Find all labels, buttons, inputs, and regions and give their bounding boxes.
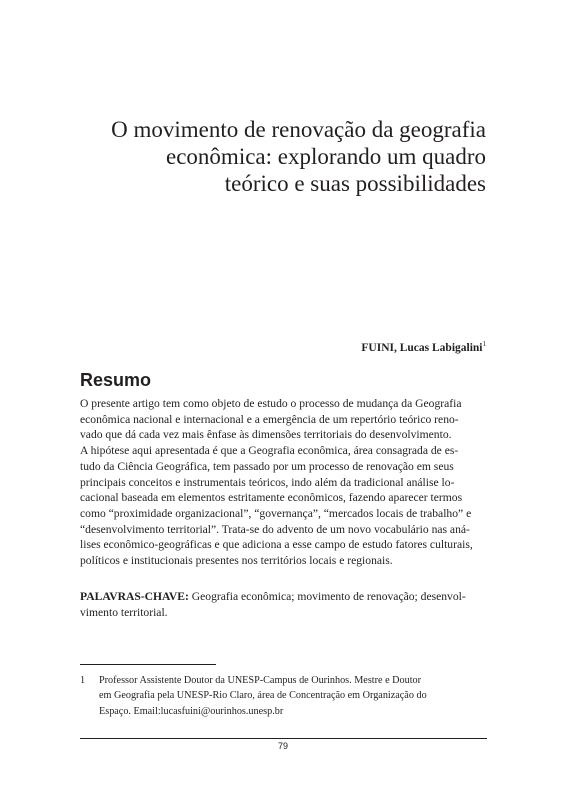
abstract-body: [80, 396, 487, 569]
footnote-marker[interactable]: 1: [482, 340, 486, 348]
abstract-line: tudo da Ciência Geográfica, tem passado por um processo de renovação em seus: [80, 459, 454, 473]
page-number: 79: [277, 741, 288, 751]
abstract-line: econômica nacional e internacional e a emergência de um repertório teórico reno-: [80, 412, 459, 426]
title-line: O movimento de renovação da geografia: [111, 117, 486, 142]
abstract-line: “desenvolvimento territorial”. Trata-se do advento de um novo vocabulário nas aná-: [80, 522, 470, 536]
article-title: [66, 116, 486, 197]
author-name: FUINI, Lucas Labigalini: [361, 341, 483, 354]
footnote-number: 1: [80, 675, 86, 686]
footnote-divider: [80, 664, 216, 665]
abstract-line: vado que dá cada vez mais ênfase às dimensões territoriais do desenvolvimento.: [80, 428, 452, 442]
footnote-line: em Geografia pela UNESP-Rio Claro, área de Concentração em Organização do: [99, 690, 427, 702]
abstract-heading: Resumo: [80, 370, 152, 390]
page-bottom-divider: [80, 738, 487, 739]
abstract-line: principais conceitos e instrumentais teóricos, indo além da tradicional análise lo-: [80, 475, 455, 489]
footnote-line: Professor Assistente Doutor da UNESP-Campus de Ourinhos. Mestre e Doutor: [99, 675, 422, 686]
author-byline: [361, 340, 486, 354]
footnote: [80, 673, 487, 719]
footnote-line: Espaço. Email:lucasfuini@ourinhos.unesp.br: [99, 705, 284, 717]
abstract-line: O presente artigo tem como objeto de estudo o processo de mudança da Geografia: [80, 397, 462, 410]
abstract-line: cacional baseada em elementos estritamente econômicos, fazendo aparecer termos: [80, 491, 463, 505]
title-line: econômica: explorando um quadro: [166, 144, 486, 169]
keywords-label: PALAVRAS-CHAVE:: [80, 590, 189, 603]
keywords: [80, 589, 487, 620]
keywords-text: Geografia econômica; movimento de renovação; desenvol-: [191, 590, 466, 603]
abstract-line: políticos e institucionais presentes nos territórios locais e regionais.: [80, 554, 393, 568]
abstract-line: A hipótese aqui apresentada é que a Geografia econômica, área consagrada de es-: [80, 444, 459, 458]
abstract-line: como “proximidade organizacional”, “governança”, “mercados locais de trabalho” e: [80, 506, 472, 520]
title-line: teórico e suas possibilidades: [224, 171, 486, 196]
footnote-text: [99, 673, 487, 719]
keywords-line: [80, 589, 487, 605]
keywords-line: vimento territorial.: [80, 605, 168, 619]
abstract-line: lises econômico-geográficas e que adiciona a esse campo de estudo fatores culturais,: [80, 538, 473, 552]
